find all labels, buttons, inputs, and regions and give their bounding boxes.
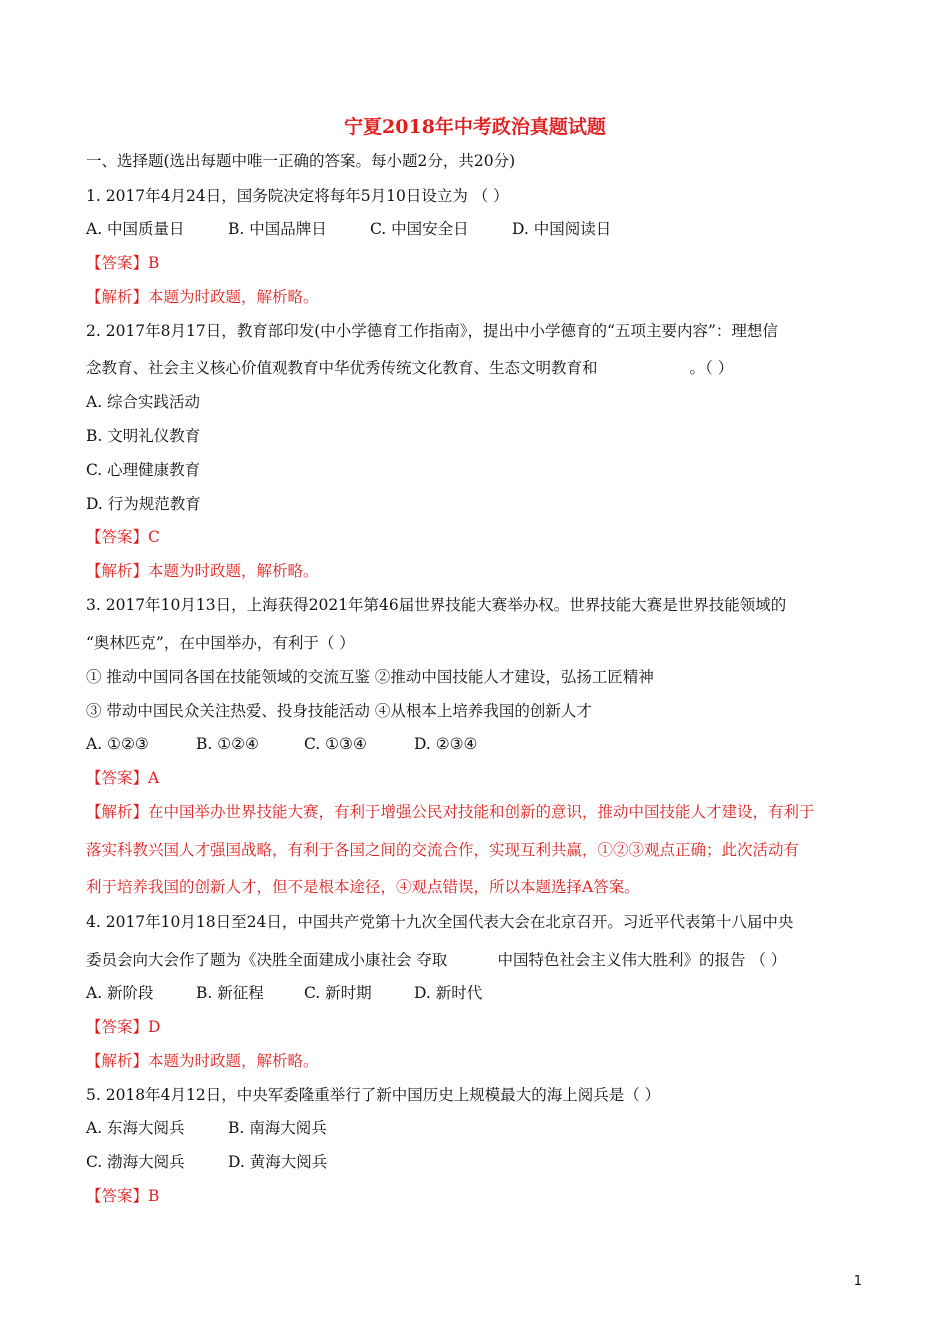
question-1-stem: 1. 2017年4月24日，国务院决定将每年5月10日设立为 （ ） [86,187,509,205]
question-2-stem-line-2 [86,357,733,379]
question-3-stem-line-2: “奥林匹克”，在中国举办，有利于（ ） [86,634,355,652]
option-d: D. ②③④ [414,735,478,753]
question-4-analysis: 【解析】本题为时政题，解析略。 [86,1052,319,1070]
option-c: C. ①③④ [304,735,367,753]
question-2-option-a: A. 综合实践活动 [86,393,201,411]
question-5-options-row-2 [86,1151,327,1173]
question-3-answer: 【答案】A [86,769,160,787]
question-2-stem-text: 念教育、社会主义核心价值观教育中华优秀传统文化教育、生态文明教育和 [86,359,598,377]
option-d: D. 新时代 [414,984,483,1002]
option-c: C. 新时期 [304,984,372,1002]
option-d: D. 中国阅读日 [512,220,612,238]
option-b: B. 中国品牌日 [228,220,327,238]
option-d: D. 黄海大阅兵 [228,1153,328,1171]
question-2-option-d: D. 行为规范教育 [86,495,201,513]
option-a: A. 中国质量日 [86,220,185,238]
option-b: B. 南海大阅兵 [228,1119,327,1137]
question-3-stem-line-1: 3. 2017年10月13日，上海获得2021年第46届世界技能大赛举办权。世界技能大赛是世界技能领域的 [86,596,787,614]
question-4-options [86,982,482,1004]
option-a: A. 东海大阅兵 [86,1119,185,1137]
option-a: A. ①②③ [86,735,149,753]
question-3-analysis-line-1: 【解析】在中国举办世界技能大赛，有利于增强公民对技能和创新的意识，推动中国技能人才建设，有利于 [86,803,815,821]
question-3-analysis-line-3: 利于培养我国的创新人才，但不是根本途径，④观点错误，所以本题选择A答案。 [86,878,640,896]
question-2-stem-end: 。（ ） [689,359,734,377]
question-3-analysis-line-2: 落实科教兴国人才强国战略，有利于各国之间的交流合作，实现互利共赢，①②③观点正确；此次活动有 [86,841,800,859]
option-b: B. ①②④ [196,735,259,753]
question-4-stem-end: 中国特色社会主义伟大胜利》的报告 （ ） [497,951,787,969]
question-2-option-c: C. 心理健康教育 [86,461,201,479]
question-4-stem-line-2 [86,949,786,971]
question-5-options-row-1 [86,1117,327,1139]
question-5-answer: 【答案】B [86,1187,160,1205]
question-4-stem-line-1: 4. 2017年10月18日至24日，中国共产党第十九次全国代表大会在北京召开。习近平代表第十八届中央 [86,913,794,931]
question-4-stem-text: 委员会向大会作了题为《决胜全面建成小康社会 夺取 [86,951,448,969]
question-3-item-line-2: ③ 带动中国民众关注热爱、投身技能活动 ④从根本上培养我国的创新人才 [86,702,592,720]
question-1-options [86,218,611,240]
question-3-item-line-1: ① 推动中国同各国在技能领域的交流互鉴 ②推动中国技能人才建设，弘扬工匠精神 [86,668,654,686]
question-1-analysis: 【解析】本题为时政题，解析略。 [86,288,319,306]
question-2-analysis: 【解析】本题为时政题，解析略。 [86,562,319,580]
question-5-stem: 5. 2018年4月12日，中央军委隆重举行了新中国历史上规模最大的海上阅兵是（ ） [86,1086,661,1104]
question-2-option-b: B. 文明礼仪教育 [86,427,201,445]
option-c: C. 中国安全日 [370,220,469,238]
question-1-answer: 【答案】B [86,254,160,272]
question-4-answer: 【答案】D [86,1018,161,1036]
page-number: 1 [853,1274,862,1289]
option-a: A. 新阶段 [86,984,154,1002]
question-2-answer: 【答案】C [86,528,160,546]
question-3-options [86,733,477,755]
document-title: 宁夏2018年中考政治真题试题 [344,116,606,138]
option-c: C. 渤海大阅兵 [86,1153,185,1171]
question-2-stem-line-1: 2. 2017年8月17日，教育部印发(中小学德育工作指南》，提出中小学德育的“五项主要内容”：理想信 [86,322,778,340]
section-heading: 一、选择题(选出每题中唯一正确的答案。每小题2分，共20分) [86,152,516,170]
option-b: B. 新征程 [196,984,264,1002]
